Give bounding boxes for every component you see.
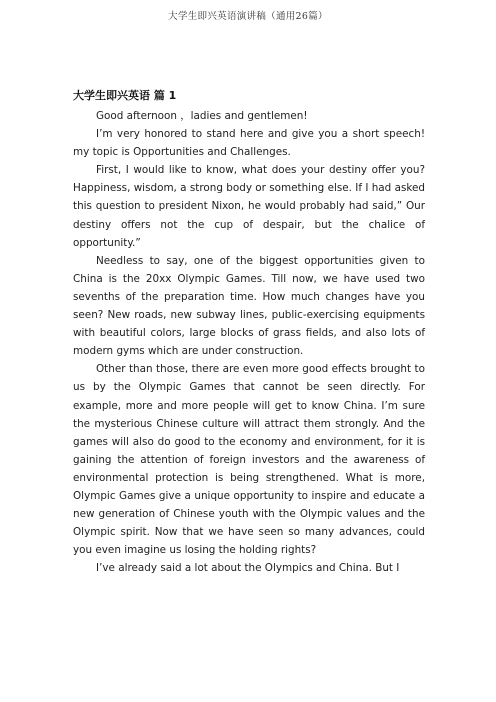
paragraph-destiny: First, I would like to know, what does your destiny offer you? Happiness, wisdom, a strong body or something else. If I had asked this question to president Nixon, he would probably had said,” Our destiny offers not the cup of despair, but the chalice of opportunity.” bbox=[73, 164, 425, 249]
page-header-title: 大学生即兴英语演讲稿（通用26篇） bbox=[168, 11, 328, 22]
paragraph-greeting: Good afternoon ，ladies and gentlemen! bbox=[96, 110, 308, 122]
paragraph-olympic-effects: Other than those, there are even more good effects brought to us by the Olympic Games that cannot be seen directly. For example, more and more people will get to know China. I’m sure the mysterious Chinese culture will attract them strongly. And the games will also do good to the economy and environment, for it is gaining the attention of foreign investors and the awareness of environmental protection is being strengthened. What is more, Olympic Games give a unique opportunity to inspire and educate a new generation of Chinese youth with the Olympic values and the Olympic spirit. Now that we have seen so many advances, could you even imagine us losing the holding rights? bbox=[73, 363, 425, 557]
paragraph-continuation: I’ve already said a lot about the Olympics and China. But I bbox=[96, 562, 400, 575]
paragraph-topic: I’m very honored to stand here and give you a short speech! my topic is Opportunities and Challenges. bbox=[73, 128, 425, 159]
section-heading: 大学生即兴英语 篇 1 bbox=[73, 89, 177, 102]
document-body bbox=[73, 88, 425, 577]
paragraph-olympic-opportunity: Needless to say, one of the biggest opportunities given to China is the 20xx Olympic Games. Till now, we have used two sevenths of the preparation time. How much changes have you seen? New roads, new subway lines, public-exercising equipments with beautiful colors, large blocks of grass fields, and also lots of modern gyms which are under construction. bbox=[73, 254, 425, 358]
